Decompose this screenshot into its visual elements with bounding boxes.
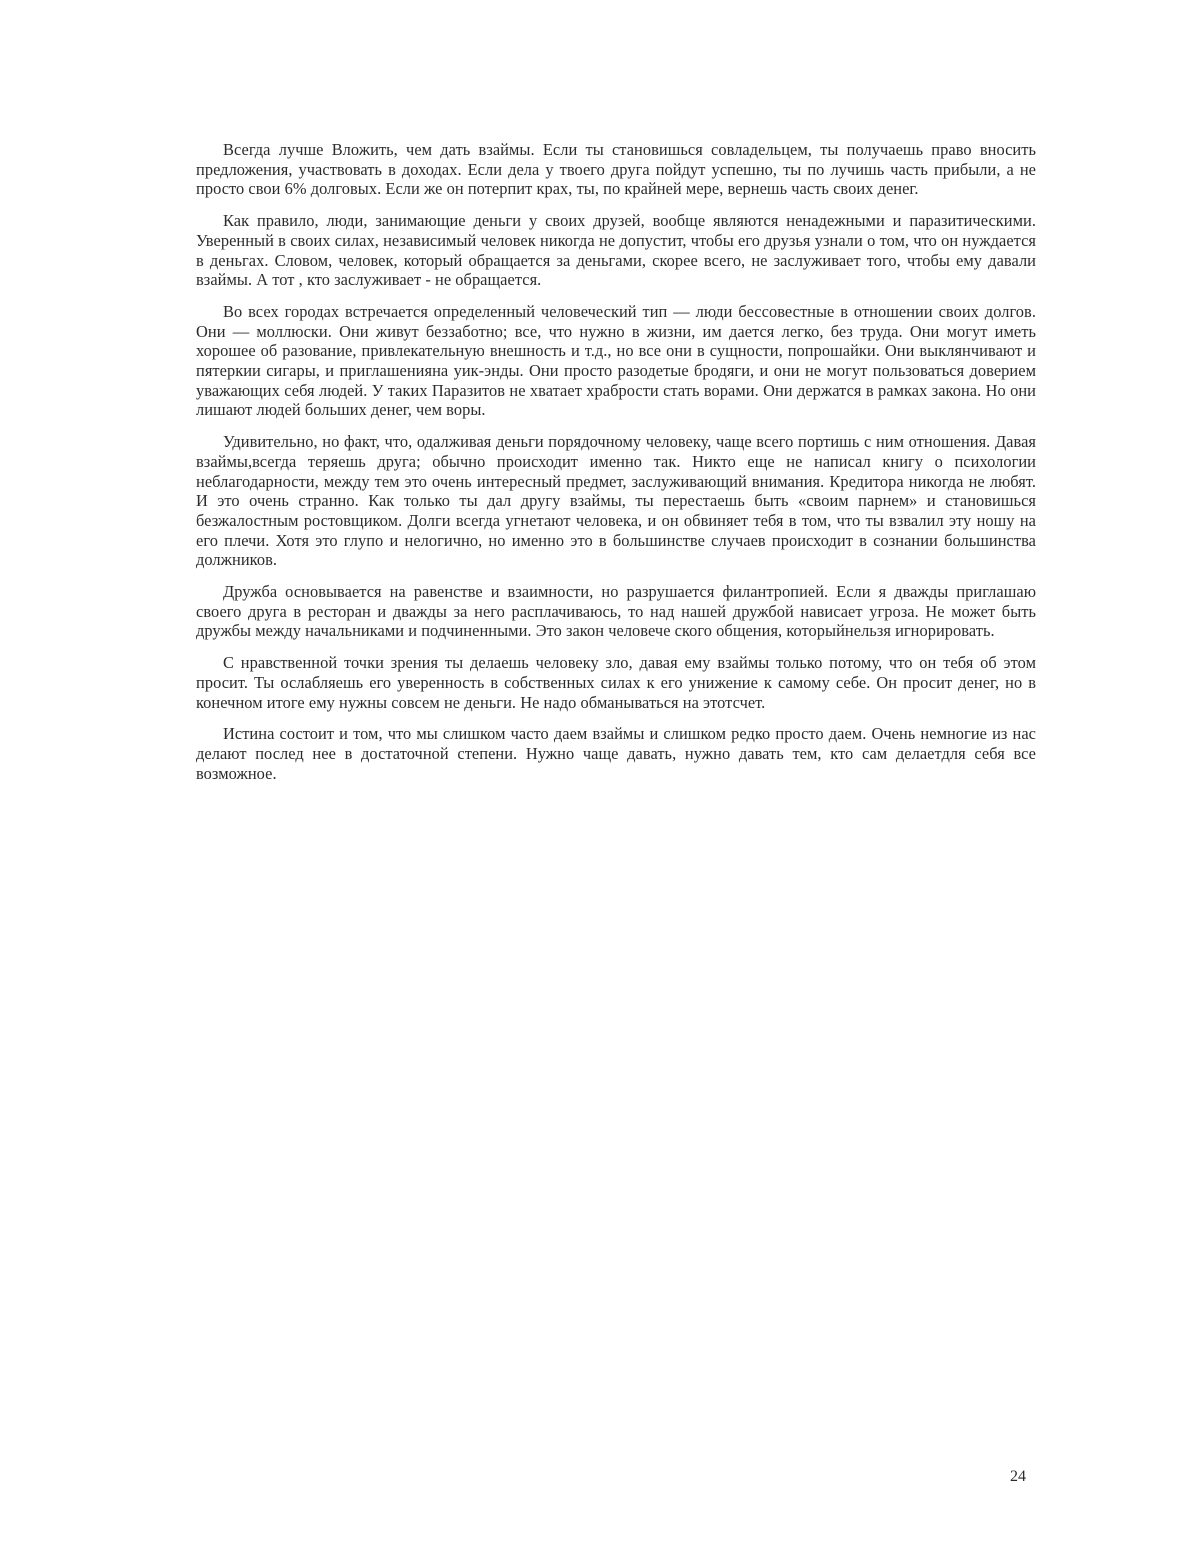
paragraph-6: С нравственной точки зрения ты делаешь человеку зло, давая ему взаймы только потому, что он тебя об этом просит. Ты ослабляешь его уверенность в собственных силах к его унижение к самому себе. Он просит денег, но в конечном итоге ему нужны совсем не деньги. Не надо обманываться на этотсчет. xyxy=(196,653,1036,712)
text-column xyxy=(196,140,1036,795)
paragraph-7: Истина состоит и том, что мы слишком часто даем взаймы и слишком редко просто даем. Очень немногие из нас делают послед нее в достаточной степени. Нужно чаще давать, нужно давать тем, кто сам делаетдля себя все возможное. xyxy=(196,724,1036,783)
paragraph-5: Дружба основывается на равенстве и взаимности, но разрушается филантропией. Если я дважды приглашаю своего друга в ресторан и дважды за него расплачиваюсь, то над нашей дружбой нависает угроза. Не может быть дружбы между начальниками и подчиненными. Это закон человече ского общения, которыйнельзя игнорировать. xyxy=(196,582,1036,641)
paragraph-4: Удивительно, но факт, что, одалживая деньги порядочному человеку, чаще всего портишь с ним отношения. Давая взаймы,всегда теряешь друга; обычно происходит именно так. Никто еще не написал книгу о психологии неблагодарности, между тем это очень интересный предмет, заслуживающий внимания. Кредитора никогда не любят. И это очень странно. Как только ты дал другу взаймы, ты перестаешь быть «своим парнем» и становишься безжалостным ростовщиком. Долги всегда угнетают человека, и он обвиняет тебя в том, что ты взвалил эту ношу на его плечи. Хотя это глупо и нелогично, но именно это в большинстве случаев происходит в сознании большинства должников. xyxy=(196,432,1036,570)
page-number: 24 xyxy=(1010,1468,1026,1485)
paragraph-2: Как правило, люди, занимающие деньги у своих друзей, вообще являются ненадежными и паразитическими. Уверенный в своих силах, независимый человек никогда не допустит, чтобы его друзья узнали о том, что он нуждается в деньгах. Словом, человек, который обращается за деньгами, скорее всего, не заслуживает того, чтобы ему давали взаймы. А тот , кто заслуживает - не обращается. xyxy=(196,211,1036,290)
paragraph-3: Во всех городах встречается определенный человеческий тип — люди бессовестные в отношении своих долгов. Они — моллюски. Они живут беззаботно; все, что нужно в жизни, им дается легко, без труда. Они могут иметь хорошее об разование, привлекательную внешность и т.д., но все они в сущности, попрошайки. Они выклянчивают и пятеркии сигары, и приглашенияна уик-энды. Они просто разодетые бродяги, и они не могут пользоваться доверием уважающих себя людей. У таких Паразитов не хватает храбрости стать ворами. Они держатся в рамках закона. Но они лишают людей больших денег, чем воры. xyxy=(196,301,1036,420)
paragraph-1: Всегда лучше Вложить, чем дать взаймы. Если ты становишься совладельцем, ты получаешь право вносить предложения, участвовать в доходах. Если дела у твоего друга пойдут успешно, ты по лучишь часть прибыли, а не просто свои 6% долговых. Если же он потерпит крах, ты, по крайней мере, вернешь часть своих денег. xyxy=(196,140,1036,199)
